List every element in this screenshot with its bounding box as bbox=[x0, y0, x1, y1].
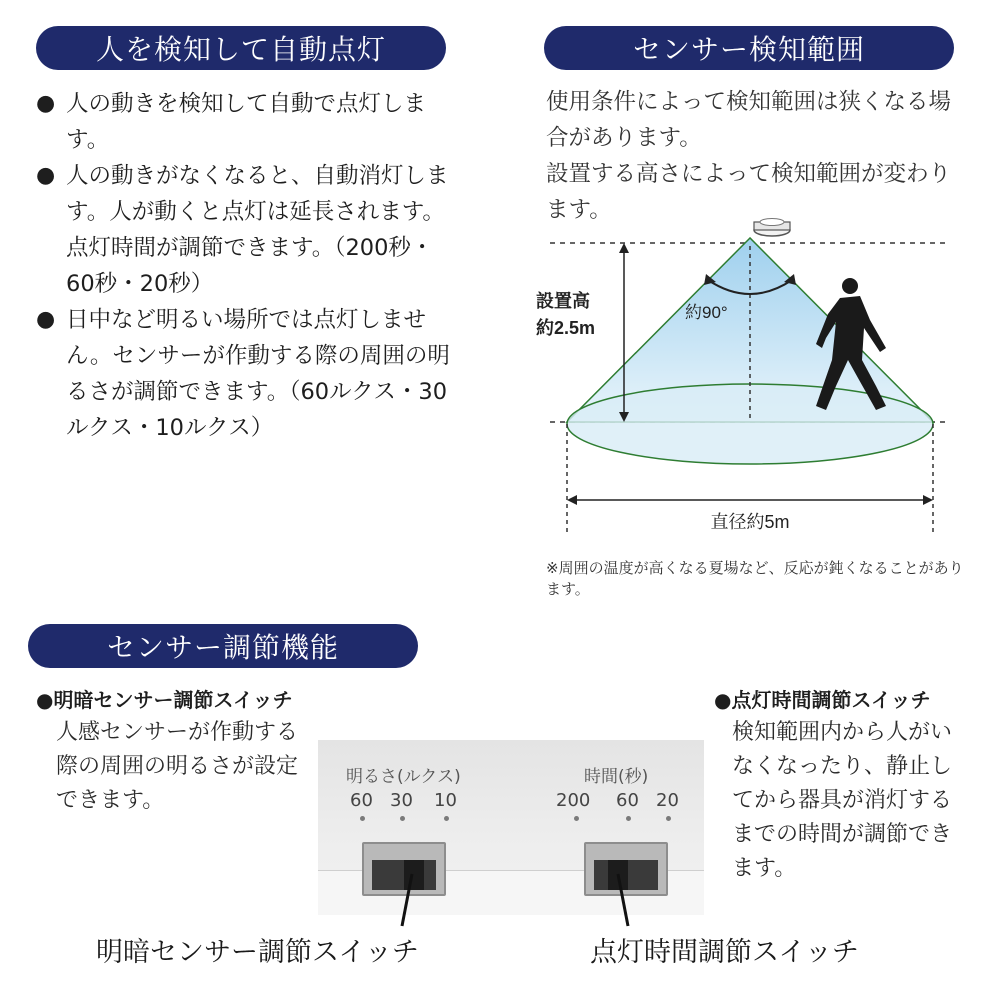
detection-range-diagram bbox=[520, 210, 990, 540]
feature-list bbox=[36, 86, 456, 446]
range-description-1: 使用条件によって検知範囲は狭くなる場合があります。 bbox=[546, 89, 952, 151]
indicator-dot bbox=[626, 816, 631, 821]
indicator-dot bbox=[444, 816, 449, 821]
timer-switch-heading: ●点灯時間調節スイッチ bbox=[714, 688, 931, 712]
indicator-dot bbox=[360, 816, 365, 821]
sensor-light-icon bbox=[754, 219, 790, 237]
bullet-icon: ● bbox=[36, 307, 56, 332]
lux-switch-heading: ●明暗センサー調節スイッチ bbox=[36, 688, 293, 712]
section-title-detection-range bbox=[544, 26, 954, 70]
indicator-dot bbox=[666, 816, 671, 821]
lux-switch-pointer bbox=[390, 870, 430, 930]
arrowhead-icon bbox=[567, 495, 577, 505]
list-item: ● 日中など明るい場所では点灯しません。センサーが作動する際の周囲の明るさが調節できます。（60ルクス・30ルクス・10ルクス） bbox=[36, 302, 456, 446]
switch-panel-photo bbox=[318, 740, 704, 915]
range-description-2: 設置する高さによって検知範囲が変わります。 bbox=[546, 161, 952, 223]
lux-panel-label: 明るさ(ルクス) bbox=[346, 767, 461, 787]
lux-value-30: 30 bbox=[390, 790, 413, 811]
timer-switch-description: 検知範囲内から人がいなくなったり、静止してから器具が消灯するまでの時間が調節できます。 bbox=[732, 720, 953, 881]
diameter-label: 直径約5m bbox=[710, 512, 790, 532]
time-value-60: 60 bbox=[616, 790, 639, 811]
timer-switch-caption: 点灯時間調節スイッチ bbox=[590, 937, 859, 968]
section-title-auto-light bbox=[36, 26, 446, 70]
arrowhead-icon bbox=[619, 243, 629, 253]
arrowhead-icon bbox=[923, 495, 933, 505]
timer-switch-pointer bbox=[604, 870, 644, 930]
list-item: ● 人の動きを検知して自動で点灯します。 bbox=[36, 86, 456, 158]
lux-value-60: 60 bbox=[350, 790, 373, 811]
lux-switch-description: 人感センサーが作動する際の周囲の明るさが設定できます。 bbox=[56, 720, 299, 813]
bullet-icon: ● bbox=[36, 91, 56, 116]
time-value-200: 200 bbox=[556, 790, 591, 811]
section-title-sensor-adjust bbox=[28, 624, 418, 668]
time-panel-label: 時間(秒) bbox=[584, 767, 649, 787]
lux-value-10: 10 bbox=[434, 790, 457, 811]
time-value-20: 20 bbox=[656, 790, 679, 811]
indicator-dot bbox=[574, 816, 579, 821]
note-text: ※周囲の温度が高くなる夏場など、反応が鈍くなることがあります。 bbox=[546, 559, 964, 598]
bullet-icon: ● bbox=[36, 163, 56, 188]
lux-switch-caption: 明暗センサー調節スイッチ bbox=[96, 937, 419, 968]
indicator-dot bbox=[400, 816, 405, 821]
height-label-value: 約2.5m bbox=[536, 318, 596, 338]
section-title-text: センサー検知範囲 bbox=[632, 33, 865, 66]
height-label-title: 設置高 bbox=[536, 291, 590, 311]
section-title-text: センサー調節機能 bbox=[106, 631, 339, 664]
section-title-text: 人を検知して自動点灯 bbox=[95, 33, 386, 66]
list-item: ● 人の動きがなくなると、自動消灯します。人が動くと点灯は延長されます。点灯時間が調節できます。（200秒・60秒・20秒） bbox=[36, 158, 456, 302]
angle-label: 約90° bbox=[685, 303, 728, 322]
